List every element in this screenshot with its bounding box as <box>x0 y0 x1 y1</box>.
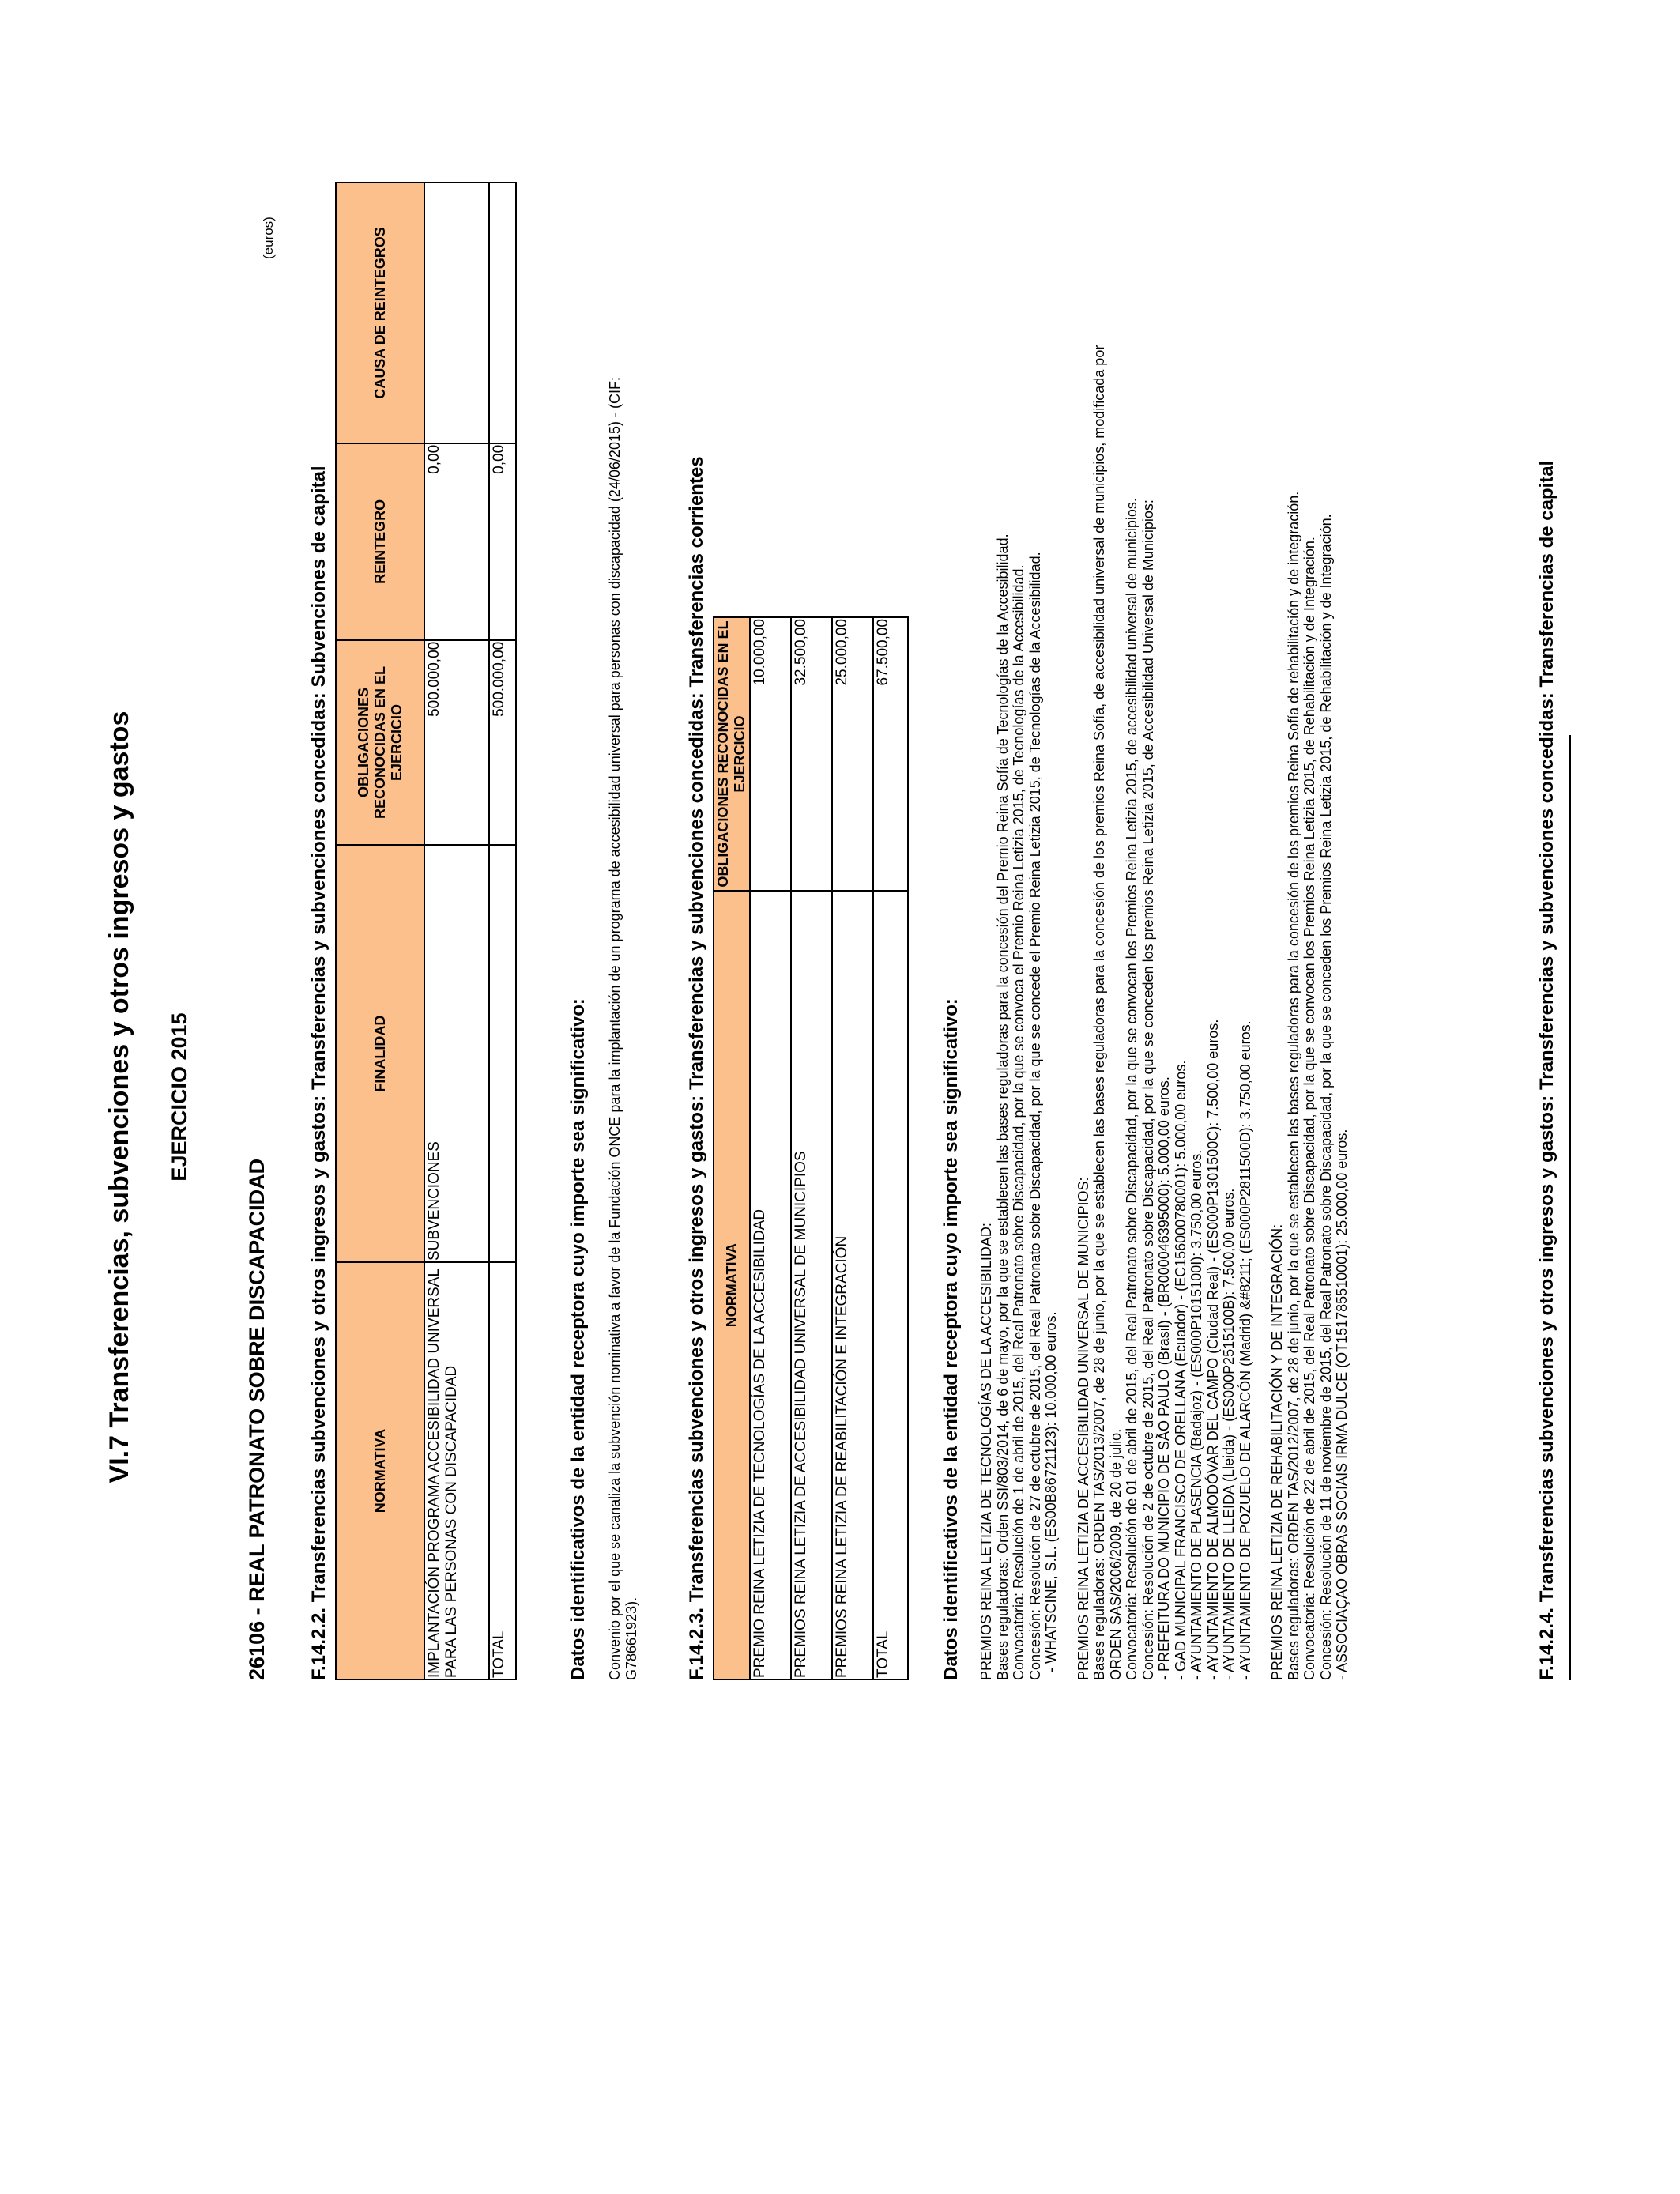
currency-unit: (euros) <box>261 217 276 259</box>
cell-normativa: PREMIO REINA LETIZIA DE TECNOLOGÍAS DE LA ACCESIBILIDAD <box>750 891 791 1679</box>
current-datos-heading: Datos identificativos de la entidad receptora cuyo importe sea significativo: <box>940 998 962 1680</box>
entity-heading: 26106 - REAL PATRONATO SOBRE DISCAPACIDAD <box>245 1158 269 1680</box>
recipient-line: - AYUNTAMIENTO DE PLASENCIA (Badajoz) - (ES000P1015100I): 3.750,00 euros. <box>1188 1149 1204 1680</box>
cell-obligaciones: 32.500,00 <box>791 617 832 891</box>
total-label: TOTAL <box>489 1262 516 1679</box>
cell-obligaciones: 10.000,00 <box>750 617 791 891</box>
recipient-line: - WHATSCINE, S.L. (ES00B86721123): 10.000,00 euros. <box>1043 1311 1059 1680</box>
total-reintegro: 0,00 <box>489 443 516 640</box>
cell-finalidad: SUBVENCIONES <box>424 845 489 1262</box>
recipient-line: Concesión: Resolución de 2 de octubre de 2015, del Real Patronato sobre Discapacidad, por la que se conceden los premios Reina Letizia 2015, de Accesibilidad Universal de Municipios: <box>1139 499 1156 1680</box>
table-row <box>750 617 791 1679</box>
recipient-line: Concesión: Resolución de 27 de octubre de 2015, del Real Patronato sobre Discapacidad, por la que se concede el Premio Reina Letizia 2015, de Tecnologías de la Accesibilidad. <box>1026 552 1043 1680</box>
current-datos-text <box>978 345 1350 1680</box>
recipient-line: ORDEN SAS/2006/2009, de 20 de julio. <box>1107 1428 1124 1680</box>
recipient-block <box>978 345 1060 1680</box>
recipient-line: - ASSOCIAÇAO OBRAS SOCIAIS IRMA DULCE (OT151785510001): 25.000,00 euros. <box>1334 1129 1350 1680</box>
recipient-block <box>1269 345 1350 1680</box>
recipient-block <box>1075 345 1254 1680</box>
page-title: VI.7 Transferencias, subvenciones y otros ingresos y gastos <box>104 711 134 1483</box>
cell-causa <box>424 183 489 443</box>
table-row <box>791 617 832 1679</box>
capital-transfers-heading: F.14.2.4. Transferencias subvenciones y otros ingresos y gastos: Transferencias y subvenciones concedidas: Transferencias de capital <box>1536 460 1558 1680</box>
cell-obligaciones: 500.000,00 <box>424 640 489 845</box>
table-total-row <box>489 183 516 1679</box>
total-obligaciones: 67.500,00 <box>873 617 908 891</box>
col-obligaciones: OBLIGACIONES RECONOCIDAS EN EL EJERCICIO <box>336 640 424 845</box>
exercise-heading: EJERCICIO 2015 <box>168 1012 191 1182</box>
col-normativa: NORMATIVA <box>714 891 750 1679</box>
recipient-line: Convocatoria: Resolución de 1 de abril de 2015, del Real Patronato sobre Discapacidad, por la que se convoca el Premio Reina Letizia 2015, de Tecnologías de la Accesibilidad. <box>1011 564 1026 1680</box>
col-normativa: NORMATIVA <box>336 1262 424 1679</box>
total-label: TOTAL <box>873 891 908 1679</box>
table-row <box>424 183 489 1679</box>
recipient-line: Bases reguladoras: ORDEN TAS/2013/2007, de 28 de junio, por la que se establecen las bases reguladoras para la concesión de los premios Reina Sofía, de accesibilidad universal de municipios, modificada por <box>1091 345 1107 1680</box>
recipient-line: Convocatoria: Resolución de 22 de abril de 2015, del Real Patronato sobre Discapacidad, por la que se convocan los Premios Reina Letizia 2015, de Rehabilitación y de Integración. <box>1301 537 1317 1680</box>
table-header-row <box>336 183 424 1679</box>
section-divider <box>1569 735 1571 1680</box>
cell-normativa: PREMIOS REINA LETIZIA DE REABILITACIÓN E INTEGRACIÓN <box>832 891 873 1679</box>
cell-normativa: IMPLANTACIÓN PROGRAMA ACCESIBILIDAD UNIVERSAL PARA LAS PERSONAS CON DISCAPACIDAD <box>424 1262 489 1679</box>
recipient-line: - PREFEITURA DO MUNICIPIO DE SÃO PAULO (Brasil) - (BR000046395000): 5.000,00 euros. <box>1156 1076 1172 1680</box>
table-header-row <box>714 617 750 1679</box>
cell-obligaciones: 25.000,00 <box>832 617 873 891</box>
recipient-line: PREMIOS REINA LETIZIA DE TECNOLOGÍAS DE LA ACCESIBILIDAD: <box>978 1223 994 1680</box>
cell-normativa: PREMIOS REINA LETIZIA DE ACCESIBILIDAD UNIVERSAL DE MUNICIPIOS <box>791 891 832 1679</box>
cell-reintegro: 0,00 <box>424 443 489 640</box>
total-obligaciones: 500.000,00 <box>489 640 516 845</box>
col-causa-reintegros: CAUSA DE REINTEGROS <box>336 183 424 443</box>
col-reintegro: REINTEGRO <box>336 443 424 640</box>
capital-datos-line: G78661923). <box>623 1596 639 1680</box>
recipient-line: Bases reguladoras: Orden SSI/803/2014, de 6 de mayo, por la que se establecen las bases reguladoras para la concesión del Premio Reina Sofía de Tecnologías de la Accesibilidad. <box>994 533 1011 1680</box>
current-transfers-heading: F.14.2.3. Transferencias subvenciones y otros ingresos y gastos: Transferencias y subvenciones concedidas: Transferencias corrientes <box>686 456 707 1680</box>
table-total-row <box>873 617 908 1679</box>
table-row <box>832 617 873 1679</box>
capital-subsidies-heading: F.14.2.2. Transferencias subvenciones y otros ingresos y gastos: Transferencias y subvenciones concedidas: Subvenciones de capital <box>308 466 330 1680</box>
recipient-line: - AYUNTAMIENTO DE POZUELO DE ALARCÓN (Madrid) &#8211; (ES000P2811500D): 3.750,00 euros. <box>1237 1020 1253 1680</box>
recipient-line: Concesión: Resolución de 11 de noviembre de 2015, del Real Patronato sobre Discapacidad, por la que se conceden los Premios Reina Letizia 2015, de Rehabilitación y de Integración. <box>1317 514 1334 1680</box>
col-obligaciones: OBLIGACIONES RECONOCIDAS EN EL EJERCICIO <box>714 617 750 891</box>
recipient-line: PREMIOS REINA LETIZIA DE REHABILITACIÓN Y DE INTEGRACIÓN: <box>1269 1223 1285 1680</box>
recipient-line: - GAD MUNICIPAL FRANCISCO DE ORELLANA (Ecuador) - (EC156000780001): 5.000,00 euros. <box>1172 1060 1188 1680</box>
capital-subsidies-table <box>335 182 517 1680</box>
recipient-line: Bases reguladoras: ORDEN TAS/2012/2007, de 28 de junio, por la que se establecen las bases reguladoras para la concesión de los premios Reina Sofía de rehabilitación y de integración. <box>1285 491 1301 1680</box>
recipient-line: - AYUNTAMIENTO DE ALMODÓVAR DEL CAMPO (Ciudad Real) - (ES000P1301500C): 7.500,00 euros. <box>1204 1019 1221 1680</box>
recipient-line: PREMIOS REINA LETIZIA DE ACCESIBILIDAD UNIVERSAL DE MUNICIPIOS: <box>1075 1177 1091 1680</box>
capital-datos-line: Convenio por el que se canaliza la subvención nominativa a favor de la Fundación ONCE para la implantación de un programa de accesibilidad universal para personas con discapacidad (24/06/2015) - (CIF: <box>607 377 623 1680</box>
recipient-line: - AYUNTAMIENTO DE LLEIDA (Lleida) - (ES000P2515100B): 7.500,00 euros. <box>1221 1188 1237 1680</box>
current-transfers-table <box>713 616 909 1680</box>
total-finalidad-empty <box>489 845 516 1262</box>
capital-datos-text <box>607 377 639 1680</box>
capital-datos-heading: Datos identificativos de la entidad receptora cuyo importe sea significativo: <box>567 998 589 1680</box>
col-finalidad: FINALIDAD <box>336 845 424 1262</box>
recipient-line: Convocatoria: Resolución de 01 de abril de 2015, del Real Patronato sobre Discapacidad, por la que se convocan los Premios Reina Letizia 2015, de accesibilidad universal de municipios. <box>1124 498 1139 1680</box>
total-causa-empty <box>489 183 516 443</box>
